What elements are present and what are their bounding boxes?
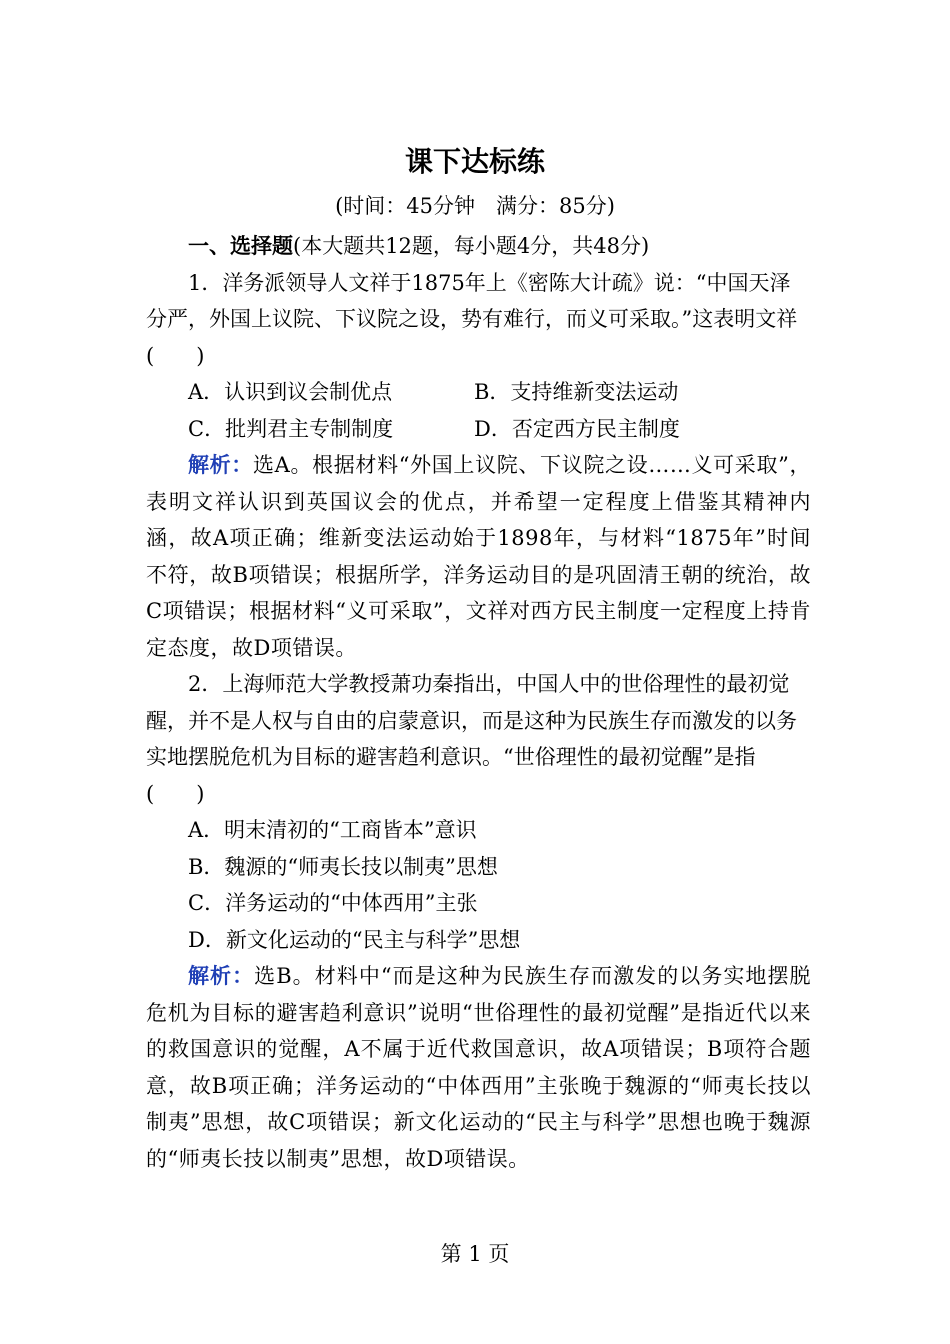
question-2-stem: 2．上海师范大学教授萧功秦指出，中国人中的世俗理性的最初觉醒，并不是人权与自由的启蒙意识，而是这种为民族生存而激发的以务实地摆脱危机为目标的避害趋利意识。“世俗理性的最初觉醒”是指( ) [146, 672, 797, 806]
section-heading [146, 228, 811, 265]
question-2-option-d: D．新文化运动的“民主与科学”思想 [188, 927, 521, 952]
question-2-option-b: B．魏源的“师夷长技以制夷”思想 [188, 854, 498, 879]
page-number: 第 1 页 [440, 1242, 510, 1266]
question-1-options-row-1 [146, 374, 811, 411]
question-1-option-d: D．否定西方民主制度 [474, 416, 680, 441]
question-1-options-row-2 [146, 411, 811, 448]
question-1-option-b: B．支持维新变法运动 [474, 380, 679, 404]
analysis-label: 解析： [188, 964, 255, 988]
exam-meta: (时间：45分钟 满分：85分) [335, 194, 615, 218]
question-2-analysis-text: 选B。材料中“而是这种为民族生存而激发的以务实地摆脱危机为目标的避害趋利意识”说明“世俗理性的最初觉醒”是指近代以来的救国意识的觉醒，A不属于近代救国意识，故A项错误；B项符合题意，故B项正确；洋务运动的“中体西用”主张晚于魏源的“师夷长技以制夷”思想，故C项错误；新文化运动的“民主与科学”思想也晚于魏源的“师夷长技以制夷”思想，故D项错误。 [146, 964, 812, 1171]
question-1-analysis [146, 447, 811, 666]
question-2-analysis [146, 958, 811, 1177]
question-1-stem: 1．洋务派领导人文祥于1875年上《密陈大计疏》说：“中国天泽分严，外国上议院、下议院之设，势有难行，而义可采取。”这表明文祥( ) [146, 270, 798, 368]
section-desc: (本大题共12题，每小题4分，共48分) [293, 234, 650, 258]
analysis-label: 解析： [188, 453, 253, 477]
question-1-option-c: C．批判君主专制制度 [188, 416, 394, 441]
content-body [146, 228, 811, 1177]
question-1-option-a: A．认识到议会制优点 [188, 380, 393, 404]
section-label: 一、选择题 [188, 234, 293, 258]
question-2-option-a: A．明末清初的“工商皆本”意识 [188, 818, 477, 842]
question-1-analysis-text: 选A。根据材料“外国上议院、下议院之设……义可采取”，表明文祥认识到英国议会的优点，并希望一定程度上借鉴其精神内涵，故A项正确；维新变法运动始于1898年，与材料“1875年”时间不符，故B项错误；根据所学，洋务运动目的是巩固清王朝的统治，故C项错误；根据材料“义可采取”，文祥对西方民主制度一定程度上持肯定态度，故D项错误。 [146, 453, 811, 660]
question-2-option-c: C．洋务运动的“中体西用”主张 [188, 891, 478, 915]
page-title: 课下达标练 [404, 145, 545, 178]
